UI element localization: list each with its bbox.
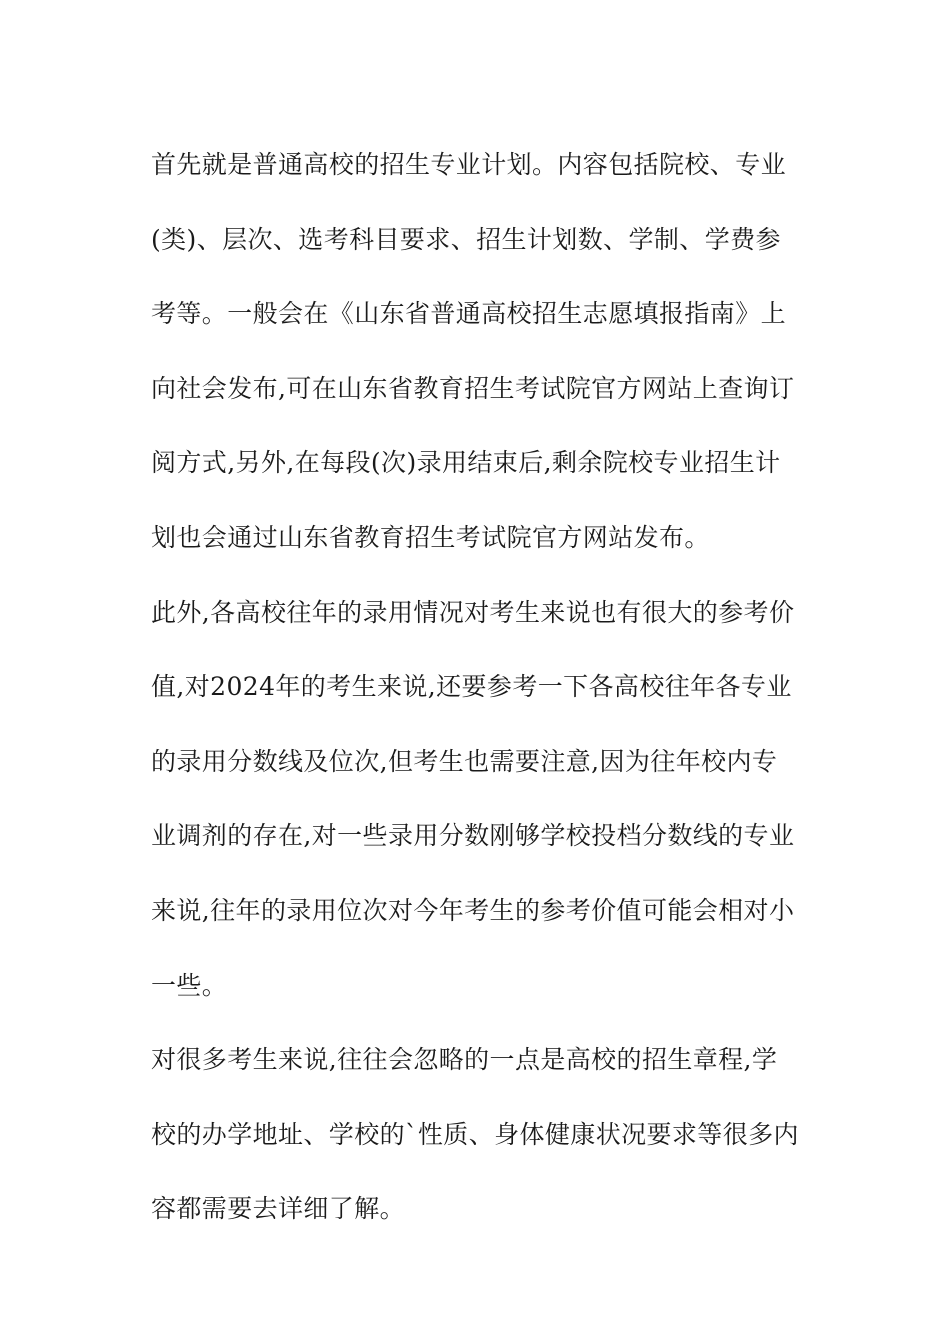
text-line: 来说,往年的录用位次对今年考生的参考价值可能会相对小 <box>151 895 795 925</box>
text-line: 的录用分数线及位次,但考生也需要注意,因为往年校内专 <box>151 746 778 776</box>
text-line: 向社会发布,可在山东省教育招生考试院官方网站上查询订 <box>151 373 795 403</box>
paragraph-past-admissions <box>151 576 811 1024</box>
text-line: (类)、层次、选考科目要求、招生计划数、学制、学费参 <box>151 224 781 254</box>
text-line: 此外,各高校往年的录用情况对考生来说也有很大的参考价 <box>151 597 795 627</box>
text-line: 考等。一般会在《山东省普通高校招生志愿填报指南》上 <box>151 299 787 329</box>
text-line: 值,对2024年的考生来说,还要参考一下各高校往年各专业 <box>151 672 792 702</box>
text-line: 首先就是普通高校的招生专业计划。内容包括院校、专业 <box>151 150 787 179</box>
text-line: 阅方式,另外,在每段(次)录用结束后,剩余院校专业招生计 <box>151 448 781 478</box>
body-text <box>151 128 811 1247</box>
text-line: 对很多考生来说,往往会忽略的一点是高校的招生章程,学 <box>151 1045 778 1075</box>
text-line: 划也会通过山东省教育招生考试院官方网站发布。 <box>151 522 710 552</box>
text-line: 业调剂的存在,对一些录用分数刚够学校投档分数线的专业 <box>151 821 795 851</box>
text-line: 校的办学地址、学校的`性质、身体健康状况要求等很多内 <box>151 1119 799 1149</box>
text-line: 容都需要去详细了解。 <box>151 1194 406 1224</box>
paragraph-admission-charter <box>151 1023 811 1247</box>
text-line: 一些。 <box>151 970 228 1000</box>
paragraph-enrollment-plan <box>151 128 811 576</box>
